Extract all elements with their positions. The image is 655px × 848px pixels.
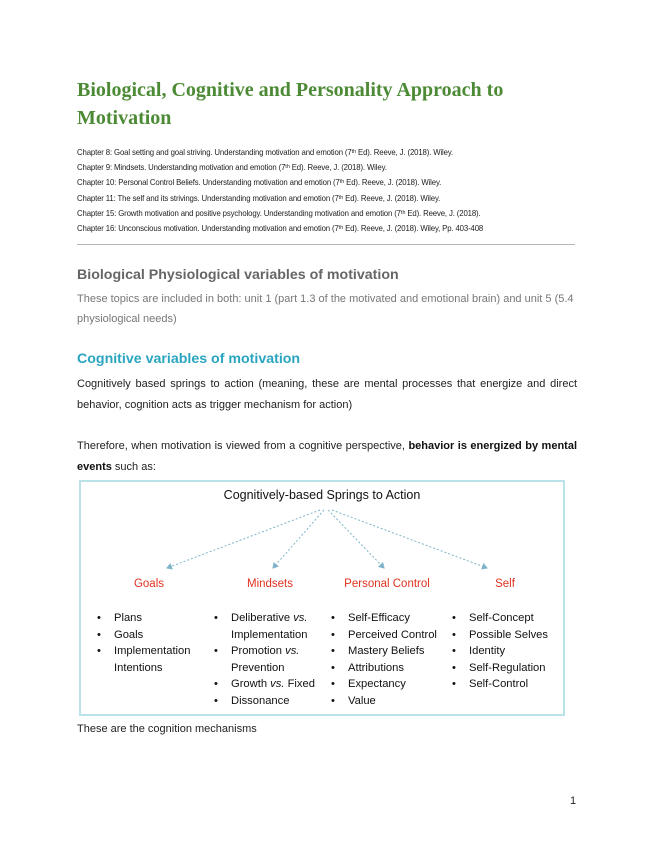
diagram-list-item-text: Expectancy xyxy=(348,678,406,690)
diagram-category-label: Self xyxy=(495,578,515,590)
bullet-icon: • xyxy=(331,628,335,641)
diagram-list-item-text: Prevention xyxy=(231,661,285,674)
diagram-list-item-text: Dissonance xyxy=(231,694,290,707)
therefore-suffix: such as: xyxy=(111,461,156,473)
bullet-icon: • xyxy=(452,612,456,624)
cognitive-heading: Cognitive variables of motivation xyxy=(77,351,301,367)
bullet-icon: • xyxy=(214,678,218,690)
biological-text: These topics are included in both: unit 1 (part 1.3 of the motivated and emotional brain) and unit 5 (5.4 physiological needs) xyxy=(77,293,574,325)
diagram-list-item-text: Self-Control xyxy=(469,678,529,690)
diagram-list-item-text: Implementation xyxy=(231,628,308,641)
diagram-list-item-text: Perceived Control xyxy=(348,628,437,641)
cognitive-text: Cognitively based springs to action (meaning, these are mental processes that energize and direct behavior, cognition acts as trigger mechanism for action) xyxy=(77,378,577,411)
bullet-icon: • xyxy=(214,694,218,707)
horizontal-divider xyxy=(77,244,575,245)
diagram-list-item-text: Growth vs. Fixed xyxy=(231,678,315,690)
diagram-list-item-text: Intentions xyxy=(114,661,163,674)
versus-text: vs. xyxy=(270,678,285,690)
diagram-list-item xyxy=(214,676,315,693)
reference-item: Chapter 15: Growth motivation and positive psychology. Understanding motivation and emotion (7ᵗʰ Ed). Reeve, J. (2018). xyxy=(77,207,481,218)
bullet-icon: • xyxy=(331,678,335,690)
diagram-list-item xyxy=(214,610,315,627)
diagram-list-item xyxy=(452,643,548,660)
bullet-icon: • xyxy=(331,661,335,674)
diagram-list-item xyxy=(331,660,437,677)
diagram-list-item xyxy=(452,610,548,627)
therefore-text: Therefore, when motivation is viewed from a cognitive perspective, xyxy=(77,440,409,452)
diagram-list-item-text: Promotion vs. xyxy=(231,645,300,657)
diagram-list-item xyxy=(452,627,548,644)
bullet-icon: • xyxy=(452,678,456,690)
diagram-list-item xyxy=(214,693,315,710)
diagram-arrow xyxy=(167,510,320,568)
bullet-icon: • xyxy=(97,628,101,641)
diagram-arrow xyxy=(273,510,324,568)
bullet-icon: • xyxy=(452,661,456,674)
diagram-category-label: Personal Control xyxy=(344,578,430,590)
diagram-category-list xyxy=(452,610,548,693)
diagram-list-item xyxy=(452,676,548,693)
diagram-list-item-text: Attributions xyxy=(348,661,404,674)
reference-item: Chapter 11: The self and its strivings. Understanding motivation and emotion (7ᵗʰ Ed). Reeve, J. (2018). Wiley. xyxy=(77,192,441,203)
document-title: Biological, Cognitive and Personality Approach to Motivation xyxy=(77,79,504,129)
diagram-list-item xyxy=(97,660,191,677)
diagram-list-item-text: Self-Concept xyxy=(469,612,534,624)
diagram-list-item xyxy=(214,627,315,644)
diagram-list-item-text: Self-Regulation xyxy=(469,661,546,674)
springs-to-action-diagram xyxy=(79,480,565,716)
diagram-list-item xyxy=(331,643,437,660)
diagram-list-item xyxy=(214,660,315,677)
reference-item: Chapter 8: Goal setting and goal striving. Understanding motivation and emotion (7ᵗʰ Ed). Reeve, J. (2018). Wiley. xyxy=(77,147,454,157)
diagram-list-item-text: Self-Efficacy xyxy=(348,612,410,624)
diagram-list-item xyxy=(331,627,437,644)
diagram-list-item-text: Possible Selves xyxy=(469,628,548,641)
diagram-list-item xyxy=(214,643,315,660)
bullet-icon: • xyxy=(452,645,456,657)
bullet-icon: • xyxy=(331,694,335,707)
versus-text: vs. xyxy=(285,645,300,657)
diagram-category-list xyxy=(97,610,191,676)
biological-heading: Biological Physiological variables of motivation xyxy=(77,267,399,283)
reference-item: Chapter 9: Mindsets. Understanding motivation and emotion (7ᵗʰ Ed). Reeve, J. (2018). Wiley. xyxy=(77,162,387,173)
diagram-list-item-text: Identity xyxy=(469,645,506,657)
diagram-list-item-text: Mastery Beliefs xyxy=(348,645,425,657)
bullet-icon: • xyxy=(214,612,218,624)
references-list xyxy=(77,145,577,236)
therefore-emphasis: behavior is energized by mental events xyxy=(77,440,577,473)
diagram-list-item-text: Value xyxy=(348,694,376,707)
diagram-list-item xyxy=(331,676,437,693)
bullet-icon: • xyxy=(452,628,456,641)
diagram-list-item xyxy=(331,693,437,710)
diagram-list-item xyxy=(97,627,191,644)
page-number: 1 xyxy=(570,795,577,807)
diagram-list-item-text: Goals xyxy=(114,628,144,641)
bullet-icon: • xyxy=(214,645,218,657)
bullet-icon: • xyxy=(97,612,101,624)
closing-text: These are the cognition mechanisms xyxy=(77,723,257,735)
diagram-category-label: Goals xyxy=(133,578,165,590)
diagram-list-item xyxy=(452,660,548,677)
diagram-arrow xyxy=(332,510,487,568)
reference-item: Chapter 16: Unconscious motivation. Understanding motivation and emotion (7ᵗʰ Ed). Reeve, J. (2018). Wiley, Pp. 403-408 xyxy=(77,223,484,234)
bullet-icon: • xyxy=(331,612,335,624)
diagram-category-list xyxy=(214,610,315,709)
diagram-list-item-text: Deliberative vs. xyxy=(231,612,308,624)
diagram-title: Cognitively-based Springs to Action xyxy=(223,488,421,502)
bullet-icon: • xyxy=(97,645,101,657)
diagram-list-item-text: Plans xyxy=(114,612,142,624)
diagram-list-item xyxy=(97,610,191,627)
reference-item: Chapter 10: Personal Control Beliefs. Understanding motivation and emotion (7ᵗʰ Ed). Reeve, J. (2018). Wiley. xyxy=(77,177,442,188)
bullet-icon: • xyxy=(331,645,335,657)
versus-text: vs. xyxy=(293,612,308,624)
diagram-list-item-text: Implementation xyxy=(114,645,191,657)
diagram-list-item xyxy=(331,610,437,627)
therefore-paragraph xyxy=(77,436,577,478)
diagram-list-item xyxy=(97,643,191,660)
diagram-category-list xyxy=(331,610,437,709)
diagram-category-label: Mindsets xyxy=(246,578,294,590)
